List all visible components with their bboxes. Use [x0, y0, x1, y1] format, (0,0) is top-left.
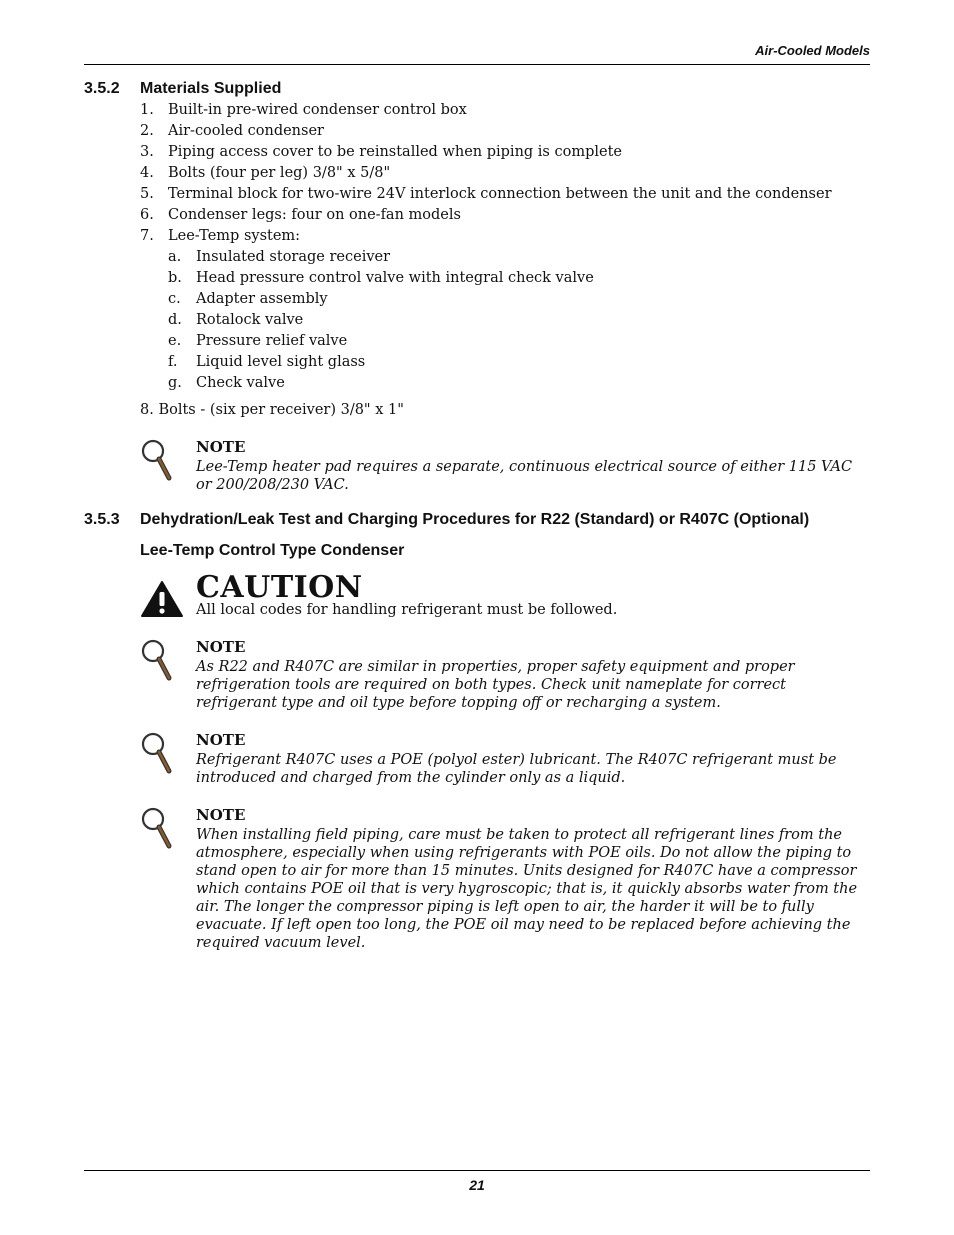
sublist-item-letter: g.: [168, 375, 182, 391]
note-heater-pad: [140, 438, 870, 498]
sublist-item-text: Adapter assembly: [196, 291, 328, 307]
note-safety-equipment: [140, 638, 870, 718]
sublist-item-letter: c.: [168, 291, 181, 307]
list-item-text: Piping access cover to be reinstalled when piping is complete: [168, 144, 622, 160]
section-number: 3.5.3: [84, 511, 120, 528]
sublist-item-letter: f.: [168, 354, 178, 370]
note-title: NOTE: [196, 806, 246, 824]
sublist-item-text: Pressure relief valve: [196, 333, 348, 349]
warning-triangle-icon: [140, 580, 184, 618]
list-item-bolts-receiver: 8. Bolts - (six per receiver) 3/8" x 1": [140, 402, 404, 418]
note-title: NOTE: [196, 638, 246, 656]
sublist-item: [168, 268, 832, 289]
note-body: When installing field piping, care must be taken to protect all refrigerant lines from the atmosphere, especially when using refrigerants with POE oils. Do not allow the piping to stand open to air for more than 15 minutes. Units designed for R407C have a compressor which contains POE oil that is very hygroscopic; that is, it quickly absorbs water from the air. The longer the compressor piping is left open to air, the harder it will be to fully evacuate. If left open too long, the POE oil may need to be replaced before achieving the required vacuum level.: [196, 827, 858, 951]
note-body: Lee-Temp heater pad requires a separate, continuous electrical source of either 115 VAC or 200/208/230 VAC.: [196, 459, 853, 493]
footer-rule: [84, 1170, 870, 1171]
list-item-text: Air-cooled condenser: [168, 123, 324, 139]
note-body: Refrigerant R407C uses a POE (polyol ester) lubricant. The R407C refrigerant must be introduced and charged from the cylinder only as a liquid.: [196, 752, 837, 786]
list-item-number: 3.: [140, 144, 154, 160]
lee-temp-sublist: [168, 247, 832, 394]
sublist-item: [168, 289, 832, 310]
sublist-item: [168, 373, 832, 394]
list-item-text: Lee-Temp system:: [168, 228, 301, 244]
list-item-number: 5.: [140, 186, 154, 202]
sublist-item-text: Head pressure control valve with integral check valve: [196, 270, 594, 286]
sublist-item: [168, 331, 832, 352]
magnifier-icon: [140, 438, 174, 484]
list-item: [140, 121, 832, 142]
caution-title: CAUTION: [196, 570, 363, 605]
list-item: [140, 205, 832, 226]
subheading-lee-temp: Lee-Temp Control Type Condenser: [140, 542, 405, 559]
section-number: 3.5.2: [84, 80, 120, 97]
running-header: Air-Cooled Models: [755, 43, 870, 58]
sublist-item-letter: b.: [168, 270, 182, 286]
sublist-item-letter: e.: [168, 333, 182, 349]
list-item-text: Terminal block for two-wire 24V interlock connection between the unit and the condenser: [168, 186, 832, 202]
section-heading-3-5-3: [84, 511, 809, 529]
magnifier-icon: [140, 806, 174, 852]
list-item: [140, 226, 832, 247]
magnifier-icon: [140, 638, 174, 684]
list-item-text: Condenser legs: four on one-fan models: [168, 207, 461, 223]
sublist-item-letter: d.: [168, 312, 182, 328]
section-title: Dehydration/Leak Test and Charging Procedures for R22 (Standard) or R407C (Optional): [140, 511, 810, 528]
magnifier-icon: [140, 731, 174, 777]
sublist-item-text: Check valve: [196, 375, 285, 391]
section-title: Materials Supplied: [140, 80, 282, 97]
sublist-item: [168, 352, 832, 373]
sublist-item: [168, 310, 832, 331]
list-item-number: 4.: [140, 165, 154, 181]
list-item: [140, 163, 832, 184]
list-item: [140, 142, 832, 163]
note-poe-lubricant: [140, 731, 870, 791]
page-number: 21: [469, 1177, 485, 1193]
list-item-number: 1.: [140, 102, 154, 118]
header-rule: [84, 64, 870, 65]
list-item: [140, 184, 832, 205]
list-item-number: 7.: [140, 228, 154, 244]
note-title: NOTE: [196, 438, 246, 456]
list-item: [140, 100, 832, 121]
note-field-piping: [140, 806, 870, 951]
note-title: NOTE: [196, 731, 246, 749]
section-heading-3-5-2: [84, 80, 281, 98]
list-item-number: 6.: [140, 207, 154, 223]
list-item-number: 2.: [140, 123, 154, 139]
list-item-text: Built-in pre-wired condenser control box: [168, 102, 467, 118]
materials-list: [140, 100, 832, 394]
sublist-item: [168, 247, 832, 268]
sublist-item-text: Liquid level sight glass: [196, 354, 366, 370]
sublist-item-letter: a.: [168, 249, 182, 265]
note-body: As R22 and R407C are similar in properties, proper safety equipment and proper refrigeration tools are required on both types. Check unit nameplate for correct refrigerant type and oil type before topping off or recharging a system.: [196, 659, 795, 711]
sublist-item-text: Insulated storage receiver: [196, 249, 391, 265]
sublist-item-text: Rotalock valve: [196, 312, 304, 328]
caution-body: All local codes for handling refrigerant must be followed.: [196, 602, 618, 618]
caution-block: [140, 570, 870, 624]
list-item-text: Bolts (four per leg) 3/8" x 5/8": [168, 165, 391, 181]
